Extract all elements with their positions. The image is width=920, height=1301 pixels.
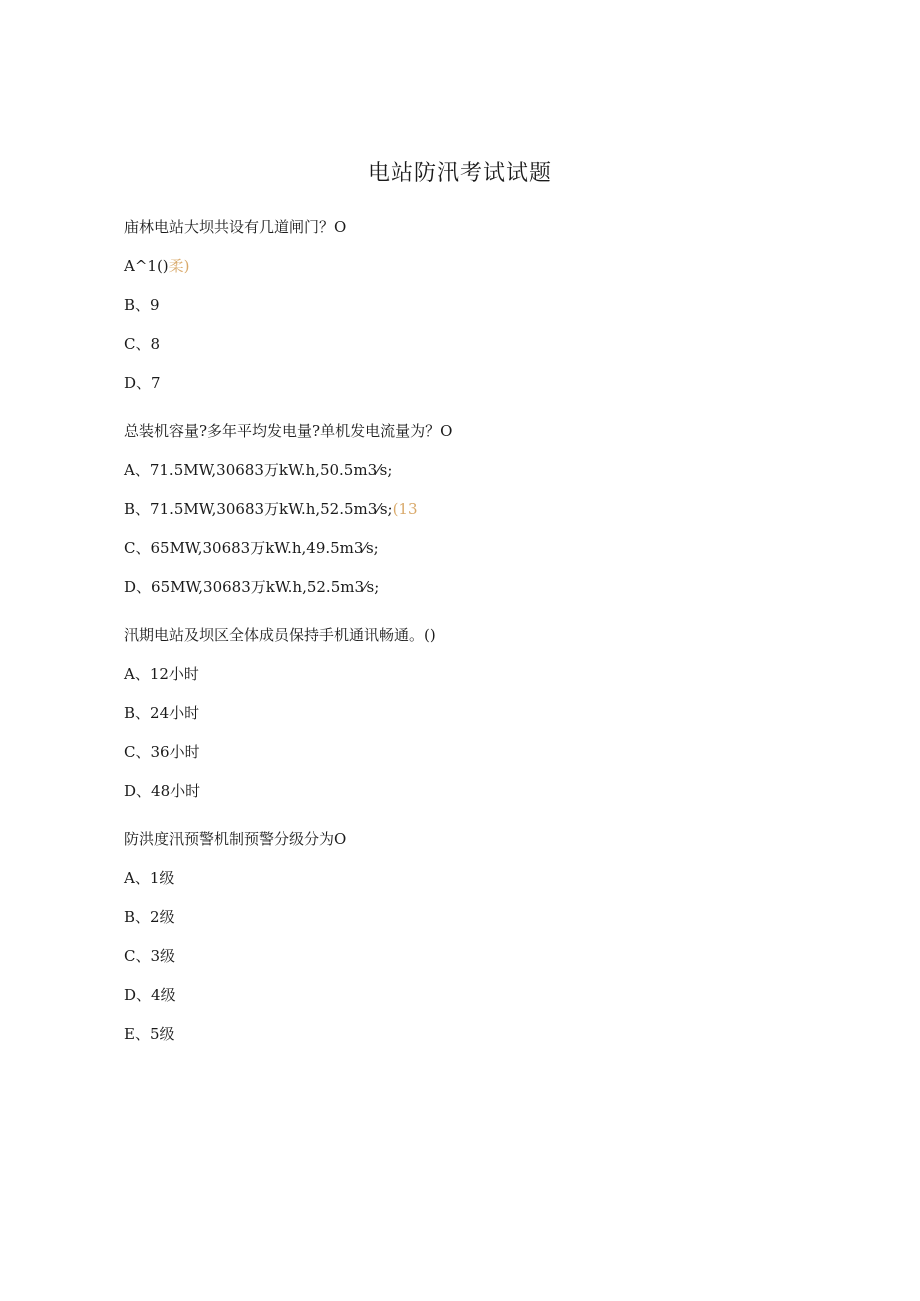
option-text: D、65MW,30683万kW.h,52.5m3⁄s; bbox=[124, 578, 380, 596]
handwritten-note: (13 bbox=[392, 500, 418, 518]
option-text: A、12小时 bbox=[124, 665, 199, 683]
option-a bbox=[124, 866, 824, 890]
option-text: B、71.5MW,30683万kW.h,52.5m3⁄s; bbox=[124, 500, 393, 518]
option-c bbox=[124, 332, 824, 356]
question-2 bbox=[124, 419, 824, 599]
question-text: 防洪度汛预警机制预警分级分为O bbox=[124, 830, 347, 848]
question-3 bbox=[124, 623, 824, 803]
option-a bbox=[124, 662, 824, 686]
option-text: C、3级 bbox=[124, 947, 176, 965]
page-title: 电站防汛考试试题 bbox=[367, 161, 552, 186]
option-text: A^1() bbox=[124, 257, 169, 275]
option-text: A、71.5MW,30683万kW.h,50.5m3⁄s; bbox=[124, 461, 393, 479]
option-text: D、48小时 bbox=[124, 782, 201, 800]
option-c bbox=[124, 536, 824, 560]
question-text: 总装机容量?多年平均发电量?单机发电流量为？O bbox=[124, 422, 453, 440]
question-list bbox=[124, 215, 824, 1070]
option-text: C、36小时 bbox=[124, 743, 200, 761]
option-b bbox=[124, 293, 824, 317]
question-text: 庙林电站大坝共设有几道闸门？O bbox=[124, 218, 347, 236]
option-text: D、7 bbox=[124, 374, 161, 392]
option-c bbox=[124, 944, 824, 968]
option-e bbox=[124, 1022, 824, 1046]
question-4 bbox=[124, 827, 824, 1046]
option-d bbox=[124, 779, 824, 803]
option-text: B、24小时 bbox=[124, 704, 200, 722]
option-c bbox=[124, 740, 824, 764]
option-text: D、4级 bbox=[124, 986, 176, 1004]
option-text: B、2级 bbox=[124, 908, 175, 926]
option-b bbox=[124, 497, 824, 521]
option-text: E、5级 bbox=[124, 1025, 175, 1043]
handwritten-note: 柔) bbox=[168, 257, 190, 275]
question-text: 汛期电站及坝区全体成员保持手机通讯畅通。() bbox=[124, 626, 436, 644]
option-text: A、1级 bbox=[124, 869, 175, 887]
option-d bbox=[124, 575, 824, 599]
option-a bbox=[124, 254, 824, 278]
option-d bbox=[124, 983, 824, 1007]
option-text: C、8 bbox=[124, 335, 161, 353]
option-b bbox=[124, 905, 824, 929]
option-text: B、9 bbox=[124, 296, 160, 314]
option-b bbox=[124, 701, 824, 725]
option-a bbox=[124, 458, 824, 482]
option-text: C、65MW,30683万kW.h,49.5m3⁄s; bbox=[124, 539, 379, 557]
question-1 bbox=[124, 215, 824, 395]
option-d bbox=[124, 371, 824, 395]
